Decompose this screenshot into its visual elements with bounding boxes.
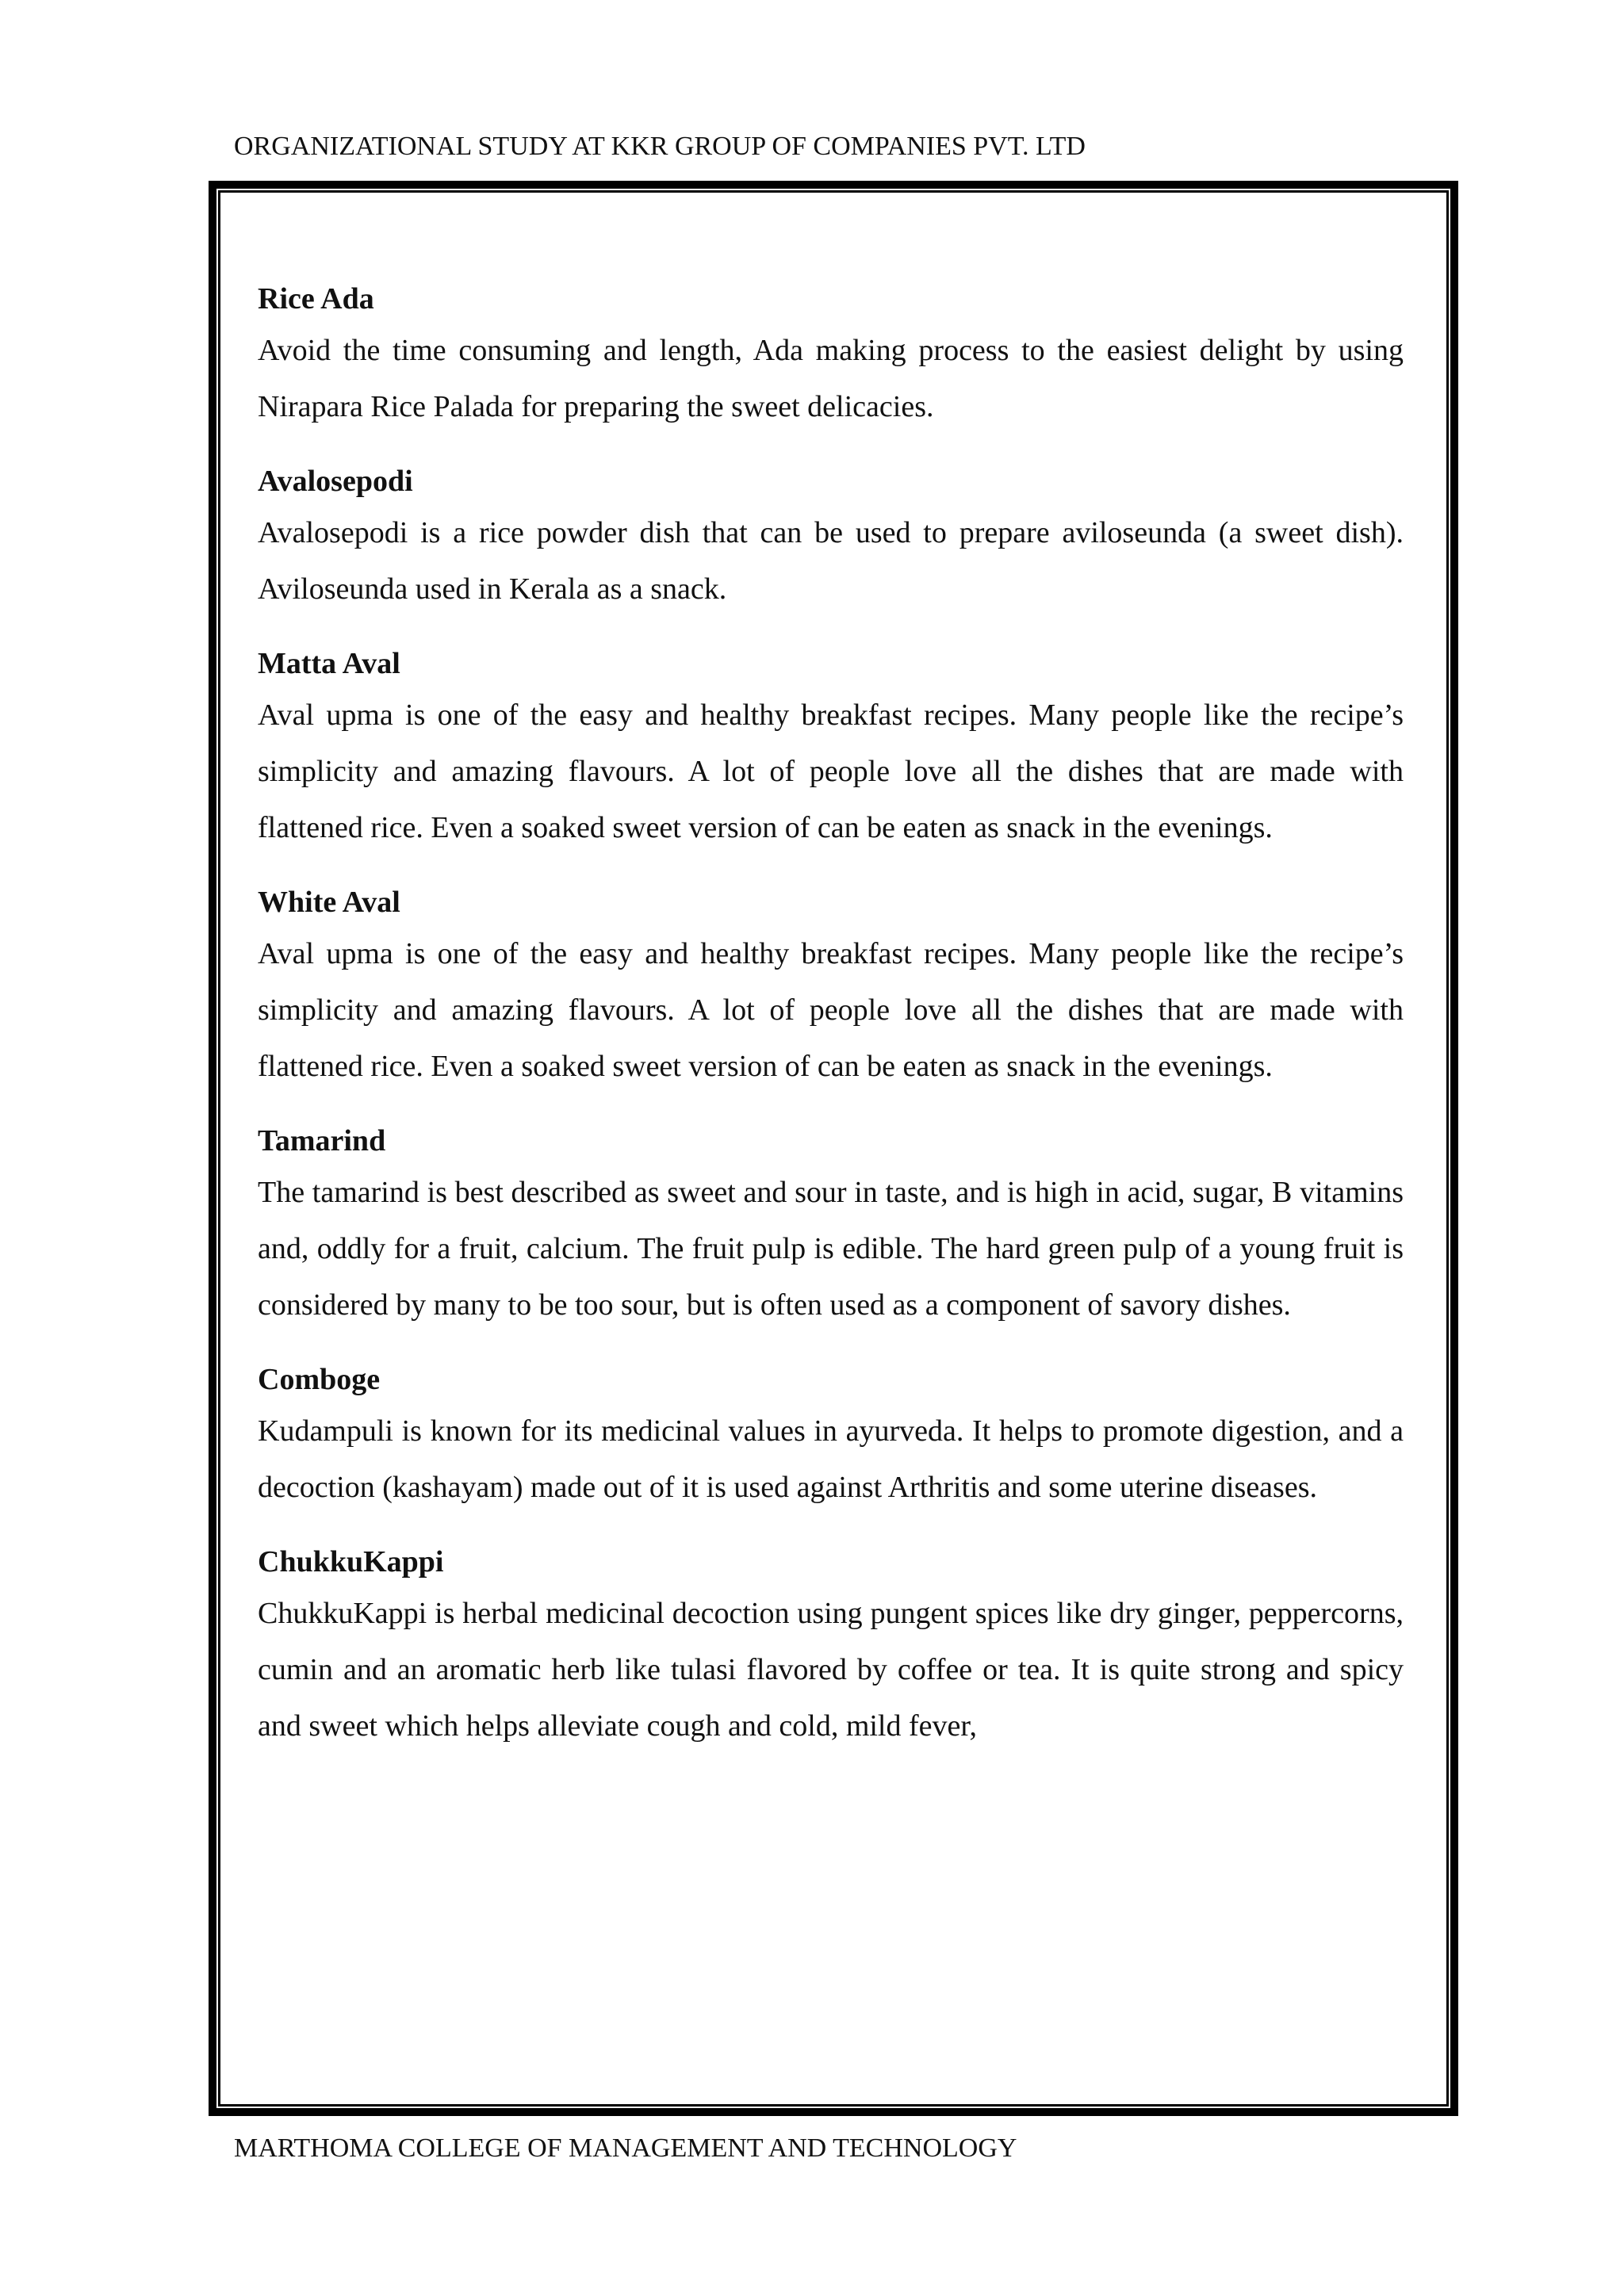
section-chukkukappi — [258, 1542, 1404, 1755]
section-body: Aval upma is one of the easy and healthy breakfast recipes. Many people like the recipe’s simplicity and amazing flavours. A lot of people love all the dishes that are made with flattened rice. Even a soaked sweet version of can be eaten as snack in the evenings. — [258, 698, 1404, 844]
section-title: Comboge — [258, 1363, 381, 1396]
section-avalosepodi — [258, 461, 1404, 618]
section-title: Rice Ada — [258, 282, 374, 316]
section-body: Kudampuli is known for its medicinal values in ayurveda. It helps to promote digestion, and a decoction (kashayam) made out of it is used against Arthritis and some uterine diseases. — [258, 1414, 1404, 1504]
section-rice-ada — [258, 279, 1404, 435]
section-title: Matta Aval — [258, 647, 400, 680]
section-title: Tamarind — [258, 1124, 386, 1158]
section-comboge — [258, 1360, 1404, 1516]
section-white-aval — [258, 882, 1404, 1095]
page-content — [258, 279, 1404, 1781]
section-title: ChukkuKappi — [258, 1545, 444, 1578]
section-body: ChukkuKappi is herbal medicinal decoction using pungent spices like dry ginger, peppercorns, cumin and an aromatic herb like tulasi flavored by coffee or tea. It is quite strong and spicy and sweet which helps alleviate cough and cold, mild fever, — [258, 1597, 1404, 1743]
section-body: Avalosepodi is a rice powder dish that can be used to prepare aviloseunda (a sweet dish). Aviloseunda used in Kerala as a snack. — [258, 516, 1404, 606]
section-matta-aval — [258, 644, 1404, 856]
section-title: White Aval — [258, 886, 400, 919]
section-title: Avalosepodi — [258, 465, 413, 498]
section-tamarind — [258, 1121, 1404, 1334]
page-footer: MARTHOMA COLLEGE OF MANAGEMENT AND TECHNOLOGY — [234, 2133, 1017, 2163]
section-body: The tamarind is best described as sweet and sour in taste, and is high in acid, sugar, B vitamins and, oddly for a fruit, calcium. The fruit pulp is edible. The hard green pulp of a young fruit is considered by many to be too sour, but is often used as a component of savory dishes. — [258, 1176, 1404, 1322]
section-body: Aval upma is one of the easy and healthy breakfast recipes. Many people like the recipe’s simplicity and amazing flavours. A lot of people love all the dishes that are made with flattened rice. Even a soaked sweet version of can be eaten as snack in the evenings. — [258, 937, 1404, 1083]
section-body: Avoid the time consuming and length, Ada making process to the easiest delight by using Nirapara Rice Palada for preparing the sweet delicacies. — [258, 334, 1404, 423]
page-header: ORGANIZATIONAL STUDY AT KKR GROUP OF COMPANIES PVT. LTD — [234, 132, 1086, 161]
